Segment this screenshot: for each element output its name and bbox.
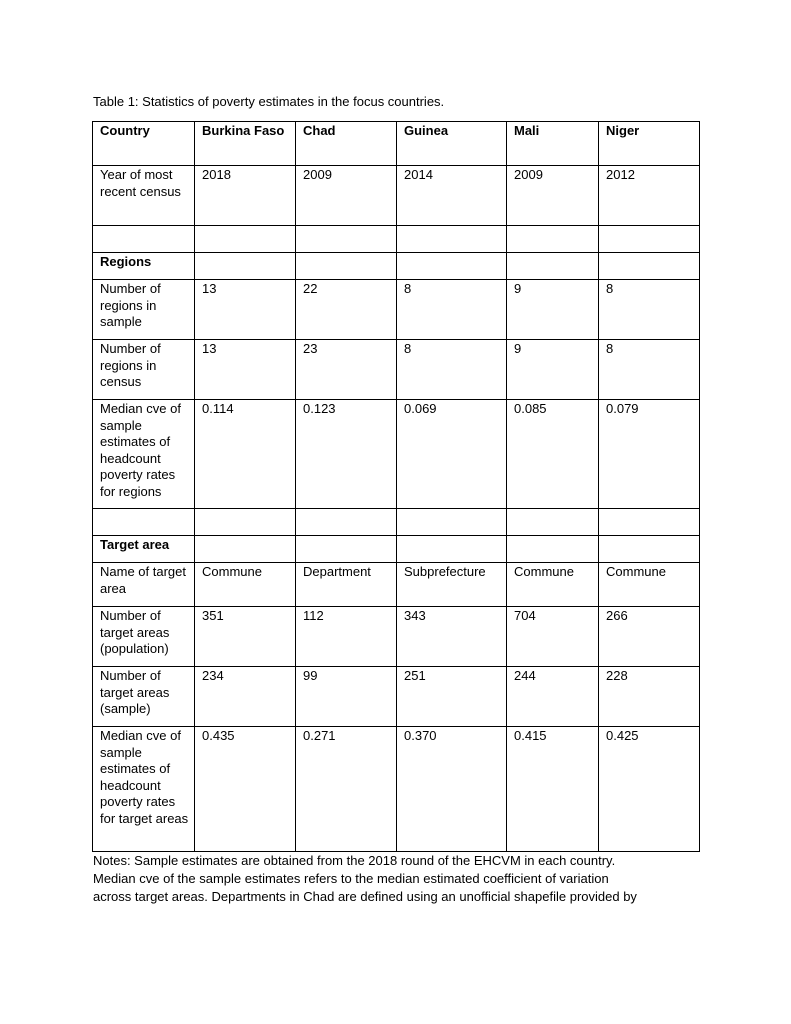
section-label-target-area: Target area bbox=[93, 536, 195, 563]
table-cell: 0.271 bbox=[296, 727, 397, 852]
header-niger: Niger bbox=[599, 122, 700, 166]
table-cell: 0.123 bbox=[296, 400, 397, 509]
row-label: Median cve of sample estimates of headcount poverty rates for regions bbox=[93, 400, 195, 509]
table-cell: 0.069 bbox=[397, 400, 507, 509]
table-row bbox=[93, 667, 700, 727]
note-line: Notes: Sample estimates are obtained from the 2018 round of the EHCVM in each country. bbox=[93, 853, 616, 868]
table-cell: 112 bbox=[296, 607, 397, 667]
table-cell: 0.425 bbox=[599, 727, 700, 852]
table-cell: 8 bbox=[397, 340, 507, 400]
row-label: Number of regions in census bbox=[93, 340, 195, 400]
table-cell: 228 bbox=[599, 667, 700, 727]
table-cell: 0.370 bbox=[397, 727, 507, 852]
table-cell: 22 bbox=[296, 280, 397, 340]
table-cell: Commune bbox=[507, 563, 599, 607]
table-notes bbox=[93, 852, 703, 906]
header-burkina-faso: Burkina Faso bbox=[195, 122, 296, 166]
row-label: Name of target area bbox=[93, 563, 195, 607]
table-cell: 0.435 bbox=[195, 727, 296, 852]
table-cell: 23 bbox=[296, 340, 397, 400]
table-row bbox=[93, 607, 700, 667]
table-cell: 2012 bbox=[599, 166, 700, 226]
table-row bbox=[93, 280, 700, 340]
table-cell: 2014 bbox=[397, 166, 507, 226]
table-cell: 0.415 bbox=[507, 727, 599, 852]
table-caption: Table 1: Statistics of poverty estimates in the focus countries. bbox=[93, 94, 445, 109]
table-cell: 0.114 bbox=[195, 400, 296, 509]
table-row bbox=[93, 727, 700, 852]
table-cell: 99 bbox=[296, 667, 397, 727]
row-label: Number of regions in sample bbox=[93, 280, 195, 340]
table-cell: 13 bbox=[195, 280, 296, 340]
table-row-empty bbox=[93, 226, 700, 253]
note-line: Median cve of the sample estimates refers to the median estimated coefficient of variation bbox=[93, 871, 609, 886]
table-cell: 8 bbox=[599, 340, 700, 400]
table-cell: 2009 bbox=[296, 166, 397, 226]
header-mali: Mali bbox=[507, 122, 599, 166]
table-row bbox=[93, 563, 700, 607]
header-country: Country bbox=[93, 122, 195, 166]
table-cell: 704 bbox=[507, 607, 599, 667]
table-cell: 2018 bbox=[195, 166, 296, 226]
table-cell: 343 bbox=[397, 607, 507, 667]
table-cell: 8 bbox=[599, 280, 700, 340]
section-label-regions: Regions bbox=[93, 253, 195, 280]
table-cell: 9 bbox=[507, 280, 599, 340]
note-line: across target areas. Departments in Chad are defined using an unofficial shapefile provided by bbox=[93, 889, 637, 904]
table-row-empty bbox=[93, 509, 700, 536]
table-cell: 266 bbox=[599, 607, 700, 667]
header-guinea: Guinea bbox=[397, 122, 507, 166]
table-header-row bbox=[93, 122, 700, 166]
table-cell: 0.079 bbox=[599, 400, 700, 509]
table-cell: 0.085 bbox=[507, 400, 599, 509]
table-cell: 251 bbox=[397, 667, 507, 727]
table-cell: Commune bbox=[195, 563, 296, 607]
table-row bbox=[93, 400, 700, 509]
table-row bbox=[93, 340, 700, 400]
table-cell: 9 bbox=[507, 340, 599, 400]
table-cell: 13 bbox=[195, 340, 296, 400]
table-cell: Commune bbox=[599, 563, 700, 607]
section-row-regions bbox=[93, 253, 700, 280]
table-row-year bbox=[93, 166, 700, 226]
table-cell: 8 bbox=[397, 280, 507, 340]
section-row-target-area bbox=[93, 536, 700, 563]
table-cell: 244 bbox=[507, 667, 599, 727]
header-chad: Chad bbox=[296, 122, 397, 166]
table-cell: Department bbox=[296, 563, 397, 607]
row-label: Number of target areas (sample) bbox=[93, 667, 195, 727]
table-cell: Subprefecture bbox=[397, 563, 507, 607]
table-cell: 2009 bbox=[507, 166, 599, 226]
table-cell: 351 bbox=[195, 607, 296, 667]
row-label: Median cve of sample estimates of headcount poverty rates for target areas bbox=[93, 727, 195, 852]
table-cell: 234 bbox=[195, 667, 296, 727]
poverty-statistics-table bbox=[92, 121, 700, 852]
row-label: Year of most recent census bbox=[93, 166, 195, 226]
row-label: Number of target areas (population) bbox=[93, 607, 195, 667]
